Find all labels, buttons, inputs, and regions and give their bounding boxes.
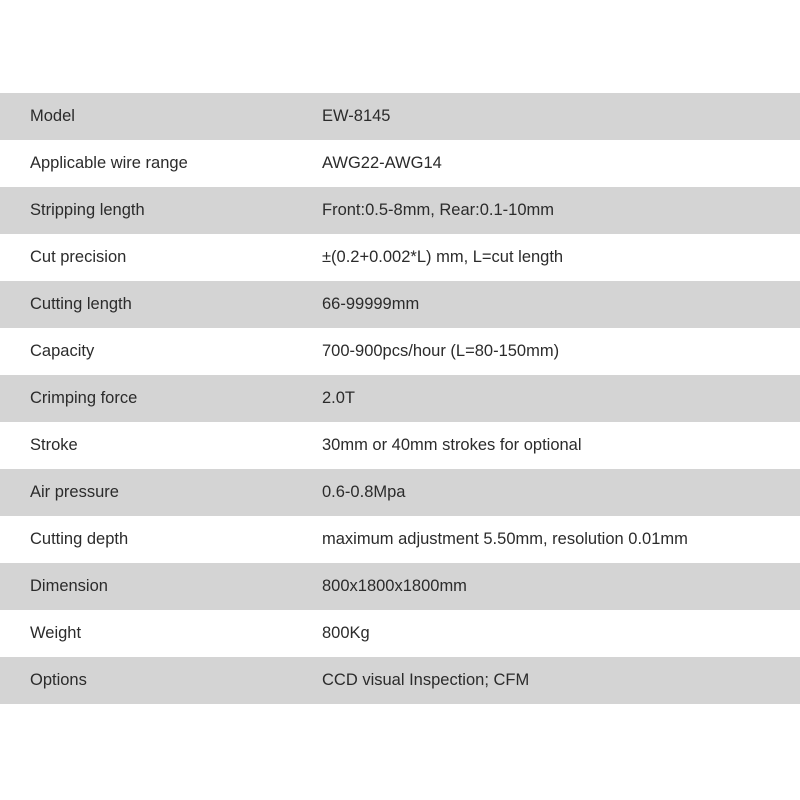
spec-value: AWG22-AWG14 (322, 154, 442, 172)
spec-label: Cutting depth (30, 530, 129, 548)
table-row (0, 234, 800, 281)
spec-label: Dimension (30, 577, 108, 595)
spec-value: 66-99999mm (322, 295, 420, 313)
table-row (0, 93, 800, 140)
table-row (0, 469, 800, 516)
spec-value: 800Kg (322, 624, 370, 642)
table-row (0, 657, 800, 704)
spec-value: 30mm or 40mm strokes for optional (322, 436, 582, 454)
spec-label: Options (30, 671, 87, 689)
spec-value: Front:0.5-8mm, Rear:0.1-10mm (322, 201, 554, 219)
spec-label: Crimping force (30, 389, 138, 407)
table-row (0, 422, 800, 469)
spec-label: Air pressure (30, 483, 119, 501)
spec-value: CCD visual Inspection; CFM (322, 671, 530, 689)
table-row (0, 563, 800, 610)
spec-value: 0.6-0.8Mpa (322, 483, 406, 501)
spec-value: ±(0.2+0.002*L) mm, L=cut length (322, 248, 564, 266)
table-row (0, 610, 800, 657)
spec-label: Weight (30, 624, 82, 642)
spec-label: Applicable wire range (30, 154, 188, 172)
spec-value: 800x1800x1800mm (322, 577, 467, 595)
spec-label: Model (30, 107, 75, 125)
spec-label: Stripping length (30, 201, 145, 219)
spec-value: EW-8145 (322, 107, 391, 125)
spec-value: 700-900pcs/hour (L=80-150mm) (322, 342, 560, 360)
spec-value: 2.0T (322, 389, 356, 407)
spec-value: maximum adjustment 5.50mm, resolution 0.01mm (322, 530, 688, 548)
table-row (0, 140, 800, 187)
spec-label: Cut precision (30, 248, 127, 266)
table-row (0, 375, 800, 422)
table-row (0, 328, 800, 375)
spec-label: Stroke (30, 436, 78, 454)
table-row (0, 281, 800, 328)
spec-label: Cutting length (30, 295, 132, 313)
table-row (0, 516, 800, 563)
spec-label: Capacity (30, 342, 95, 360)
table-row (0, 187, 800, 234)
spec-table (0, 93, 800, 704)
